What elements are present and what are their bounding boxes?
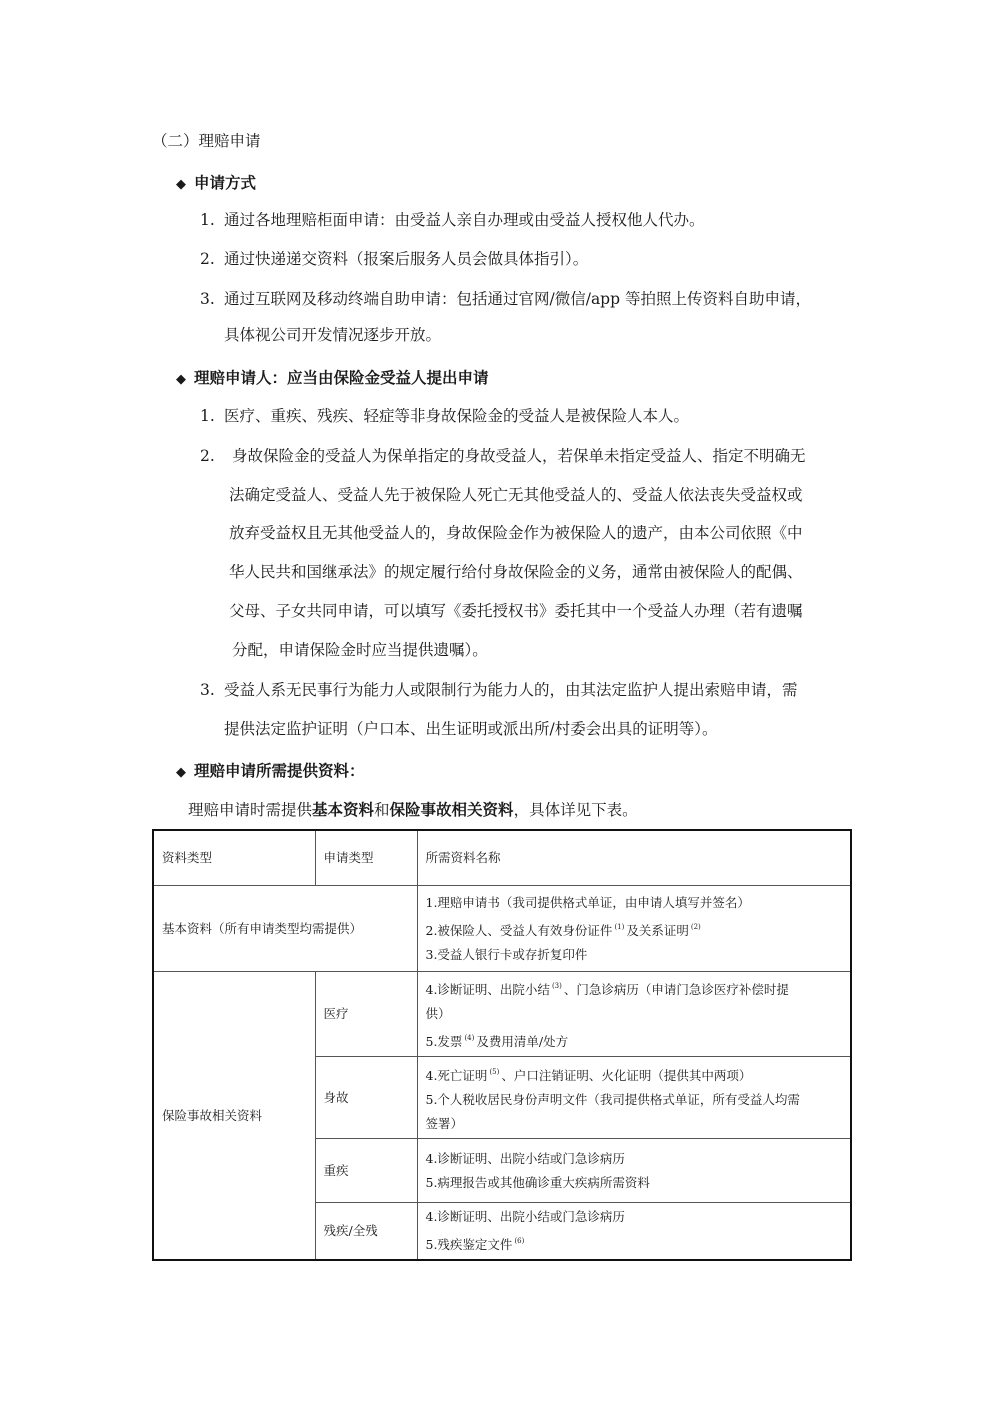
item-text: 医疗、重疾、残疾、轻症等非身故保险金的受益人是被保险人本人。 xyxy=(224,407,690,425)
medical-label: 医疗 xyxy=(315,972,417,1057)
basic-items-cell xyxy=(417,886,851,972)
item-number: 1. xyxy=(200,407,215,425)
diamond-bullet-icon: ◆ xyxy=(176,372,186,387)
critical-item-5: 5.病理报告或其他确诊重大疾病所需资料 xyxy=(425,1174,650,1190)
critical-label: 重疾 xyxy=(315,1139,417,1203)
item-number: 2. xyxy=(200,250,215,268)
critical-item-4: 4.诊断证明、出院小结或门急诊病历 xyxy=(425,1150,625,1166)
death-item-5-cont: 签署） xyxy=(425,1115,464,1131)
applicant-item-2-line-2: 法确定受益人、受益人先于被保险人死亡无其他受益人的、受益人依法丧失受益权或 xyxy=(229,486,803,504)
disability-item-4: 4.诊断证明、出院小结或门急诊病历 xyxy=(425,1209,625,1224)
applicant-item-3-line-2: 提供法定监护证明（户口本、出生证明或派出所/村委会出具的证明等）。 xyxy=(224,720,718,738)
item-number: 3. xyxy=(200,290,215,308)
disability-item-5: 5.残疾鉴定文件 $^{(6)}$ xyxy=(425,1237,525,1252)
materials-table xyxy=(152,829,852,1261)
applicant-item-3-line-1: 受益人系无民事行为能力人或限制行为能力人的，由其法定监护人提出索赔申请，需 xyxy=(224,681,798,699)
applicant-item-2-line-4: 华人民共和国继承法》的规定履行给付身故保险金的义务，通常由被保险人的配偶、 xyxy=(229,563,803,581)
disability-items-cell xyxy=(417,1203,851,1261)
applicant-heading-text: 理赔申请人：应当由保险金受益人提出申请 xyxy=(194,368,489,387)
basic-type-cell: 基本资料（所有申请类型均需提供） xyxy=(153,886,417,972)
item-text: 通过互联网及移动终端自助申请：包括通过官网/微信/app 等拍照上传资料自助申请， xyxy=(224,290,811,308)
diamond-bullet-icon: ◆ xyxy=(176,765,186,780)
critical-items-cell xyxy=(417,1139,851,1203)
applicant-item-2-line-3: 放弃受益权且无其他受益人的，身故保险金作为被保险人的遗产，由本公司依照《中 xyxy=(229,524,803,542)
applicant-item-2-line-6: 分配，申请保险金时应当提供遗嘱）。 xyxy=(232,641,488,659)
materials-heading-text: 理赔申请所需提供资料： xyxy=(194,761,365,780)
table-row-medical xyxy=(153,972,851,1057)
method-item-3-continued: 具体视公司开发情况逐步开放。 xyxy=(224,326,442,344)
intro-text: ，具体详见下表。 xyxy=(513,801,638,819)
disability-label: 残疾/全残 xyxy=(315,1203,417,1261)
death-item-5: 5.个人税收居民身份声明文件（我司提供格式单证，所有受益人均需 xyxy=(425,1091,800,1107)
applicant-item-1 xyxy=(200,406,689,426)
header-material-type: 资料类型 xyxy=(153,830,315,886)
header-required-materials: 所需资料名称 xyxy=(417,830,851,886)
item-text: 通过快递递交资料（报案后服务人员会做具体指引）。 xyxy=(224,250,589,268)
table-row-basic xyxy=(153,886,851,972)
applicant-item-2-line-5: 父母、子女共同申请，可以填写《委托授权书》委托其中一个受益人办理（若有遗嘱 xyxy=(229,602,803,620)
medical-item-4: 4.诊断证明、出院小结 $^{(3)}$ 、门急诊病历（申请门急诊医疗补偿时提 xyxy=(425,982,789,997)
death-item-4: 4.死亡证明 $^{(5)}$ 、户口注销证明、火化证明（提供其中两项） xyxy=(425,1067,752,1083)
intro-bold-accident: 保险事故相关资料 xyxy=(389,800,514,819)
basic-item-2: 2.被保险人、受益人有效身份证件 $^{(1)}$ 及关系证明 $^{(2)}$ xyxy=(425,922,701,938)
diamond-bullet-icon: ◆ xyxy=(176,177,186,192)
table-header-row xyxy=(153,830,851,886)
applicant-heading xyxy=(176,368,489,390)
header-application-type: 申请类型 xyxy=(315,830,417,886)
method-heading xyxy=(176,173,256,195)
death-items-cell xyxy=(417,1057,851,1139)
intro-bold-basic: 基本资料 xyxy=(312,800,375,819)
item-text: 通过各地理赔柜面申请：由受益人亲自办理或由受益人授权他人代办。 xyxy=(224,211,705,229)
basic-item-1: 1.理赔申请书（我司提供格式单证，由申请人填写并签名） xyxy=(425,894,750,910)
death-label: 身故 xyxy=(315,1057,417,1139)
applicant-item-3-number: 3. xyxy=(200,681,215,699)
medical-item-5: 5.发票 $^{(4)}$ 及费用清单/处方 xyxy=(425,1034,569,1049)
materials-intro xyxy=(188,800,638,820)
basic-item-3: 3.受益人银行卡或存折复印件 xyxy=(425,946,588,962)
method-item-1 xyxy=(200,210,705,230)
materials-heading xyxy=(176,761,365,783)
applicant-item-2-number: 2. xyxy=(200,447,215,465)
intro-text: 和 xyxy=(374,801,390,819)
accident-type-cell: 保险事故相关资料 xyxy=(153,972,315,1261)
item-number: 1. xyxy=(200,211,215,229)
medical-item-4-cont: 供） xyxy=(425,1006,451,1021)
method-item-2 xyxy=(200,249,588,269)
intro-text: 理赔申请时需提供 xyxy=(188,801,313,819)
applicant-item-2-line-1: 身故保险金的受益人为保单指定的身故受益人，若保单未指定受益人、指定不明确无 xyxy=(232,447,806,465)
method-heading-text: 申请方式 xyxy=(194,173,257,192)
section-title: （二）理赔申请 xyxy=(152,132,261,150)
method-item-3 xyxy=(200,289,811,309)
medical-items-cell xyxy=(417,972,851,1057)
